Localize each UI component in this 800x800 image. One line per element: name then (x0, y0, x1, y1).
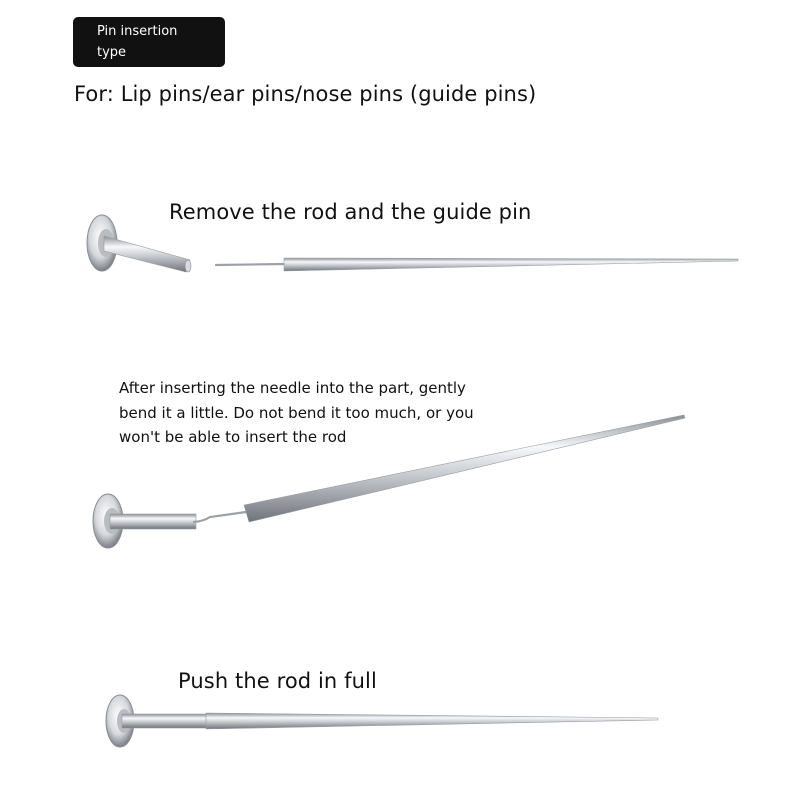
usage-subtitle: For: Lip pins/ear pins/nose pins (guide pins) (74, 82, 537, 106)
insertion-taper-icon (244, 415, 685, 522)
step-3-illustration (0, 680, 800, 760)
type-badge (73, 17, 225, 67)
step-3-title: Push the rod in full (178, 669, 377, 693)
labret-stud-icon (87, 215, 191, 272)
step-2-note-line-1: After inserting the needle into the part, gently (119, 379, 466, 397)
step-2-note-line-2: bend it a little. Do not bend it too much, or you (119, 403, 474, 422)
bent-guide-pin-icon (194, 512, 246, 522)
step-2-illustration (0, 400, 800, 560)
step-1-title: Remove the rod and the guide pin (169, 200, 532, 224)
step-1-illustration (0, 200, 800, 300)
badge-line-1: Pin insertion (97, 24, 178, 39)
labret-stud-icon (93, 494, 196, 548)
insertion-taper-icon (216, 258, 738, 271)
badge-line-2: type (97, 45, 127, 60)
insertion-taper-icon (206, 713, 658, 729)
labret-stud-icon (106, 695, 208, 747)
step-2-note-line-3: won't be able to insert the rod (119, 428, 347, 446)
